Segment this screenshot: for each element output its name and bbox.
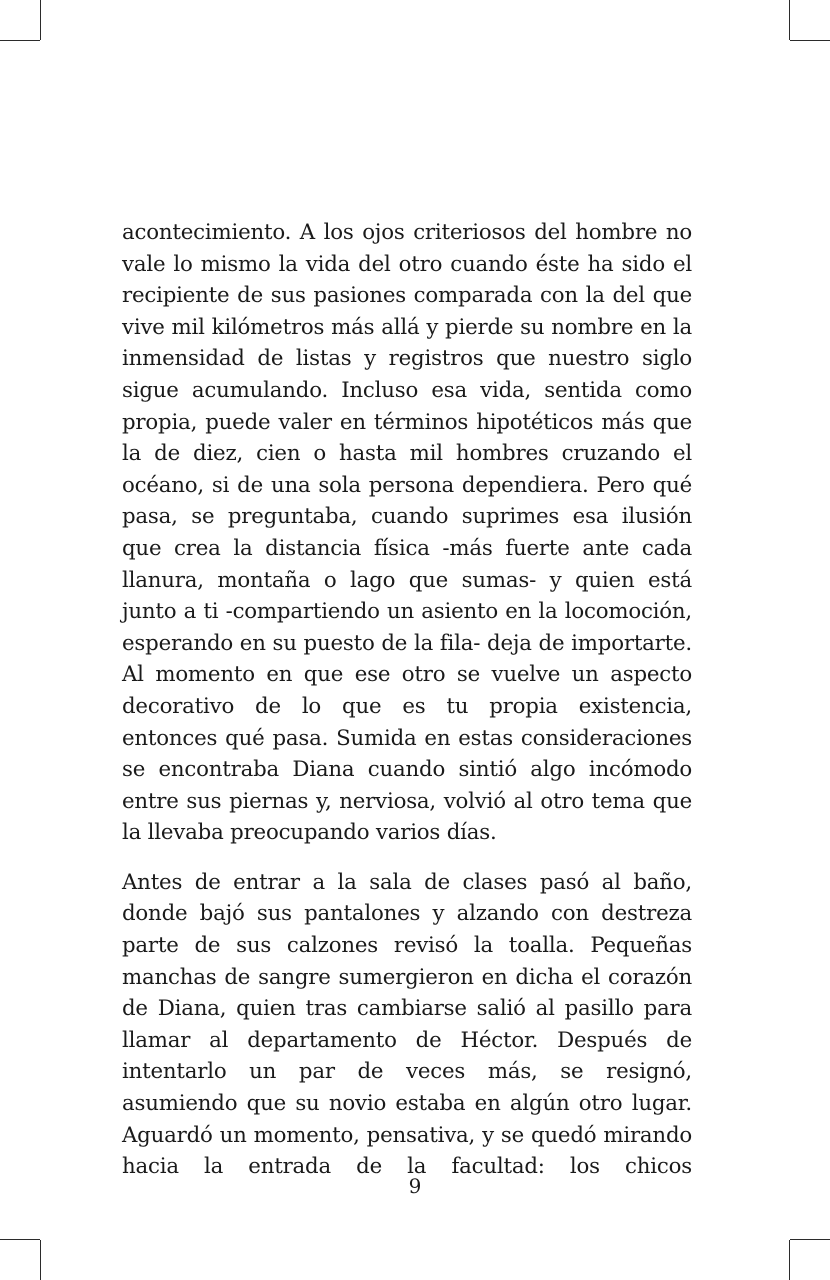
page-number: 9 xyxy=(408,1174,422,1198)
paragraph-2: Antes de entrar a la sala de clases pasó al baño, donde bajó sus pantalones y alzando con destreza parte de sus calzones revisó la toalla. Pequeñas manchas de sangre sumergieron en dicha el corazón de Diana, quien tras cambiarse salió al pasillo para llamar al departamento de Héctor. Después de intentarlo un par de veces más, se resignó, asumiendo que su novio estaba en algún otro lugar. Aguardó un momento, pensativa, y se quedó mirando hacia la entrada de la facultad: los chicos xyxy=(122,869,692,1180)
crop-mark-top-left-vertical xyxy=(40,0,41,40)
crop-mark-top-right-horizontal xyxy=(790,40,830,41)
crop-mark-top-left-horizontal xyxy=(0,40,40,41)
body-text xyxy=(122,217,692,1183)
crop-mark-bottom-left-vertical xyxy=(40,1240,41,1280)
crop-mark-bottom-right-vertical xyxy=(789,1240,790,1280)
paragraph-1: acontecimiento. A los ojos criteriosos del hombre no vale lo mismo la vida del otro cuando éste ha sido el recipiente de sus pasiones comparada con la del que vive mil kilómetros más allá y pierde su nombre en la inmensidad de listas y registros que nuestro siglo sigue acumulando. Incluso esa vida, sentida como propia, puede valer en términos hipotéticos más que la de diez, cien o hasta mil hombres cruzando el océano, si de una sola persona dependiera. Pero qué pasa, se preguntaba, cuando suprimes esa ilusión que crea la distancia física -más fuerte ante cada llanura, montaña o lago que sumas- y quien está junto a ti -compartiendo un asiento en la locomoción, esperando en su puesto de la fila- deja de importarte. Al momento en que ese otro se vuelve un aspecto decorativo de lo que es tu propia existencia, entonces qué pasa. Sumida en estas consideraciones se encontraba Diana cuando sintió algo incómodo entre sus piernas y, nerviosa, volvió al otro tema que la llevaba preocupando varios días. xyxy=(122,220,692,846)
crop-mark-bottom-left-horizontal xyxy=(0,1239,40,1240)
crop-mark-bottom-right-horizontal xyxy=(790,1239,830,1240)
crop-mark-top-right-vertical xyxy=(789,0,790,40)
